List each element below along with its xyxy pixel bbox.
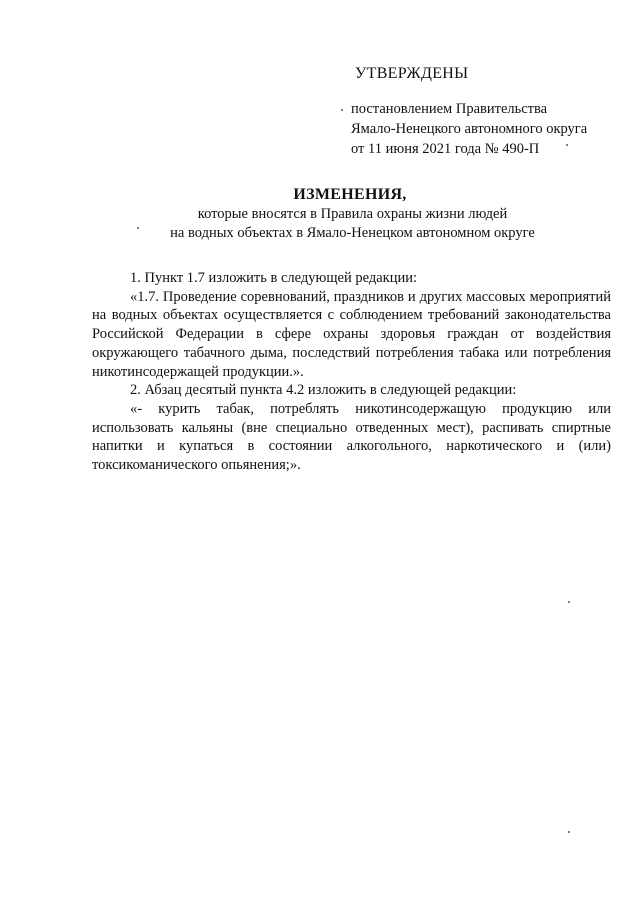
approval-block <box>341 64 601 159</box>
item-1-heading: 1. Пункт 1.7 изложить в следующей редакции: <box>130 270 418 286</box>
item-2-heading: 2. Абзац десятый пункта 4.2 изложить в следующей редакции: <box>130 382 517 399</box>
document-body <box>92 269 611 475</box>
scan-speck <box>566 144 568 146</box>
scan-speck <box>568 601 570 603</box>
scan-speck <box>137 227 139 229</box>
approval-line-1: постановлением Правительства <box>351 101 548 117</box>
approval-line-2: Ямало-Ненецкого автономного округа <box>351 121 588 137</box>
changes-title: ИЗМЕНЕНИЯ, <box>293 186 407 203</box>
changes-subtitle-line-2: на водных объектах в Ямало-Ненецком автономном округе <box>170 225 535 241</box>
changes-subtitle <box>0 205 640 243</box>
item-2-text: «- курить табак, потреблять никотинсодержащую продукцию или использовать кальяны (вне специально отведенных мест), распивать спиртные напитки и купаться в состоянии алкогольного, наркотического и (или) токсикоманического опьянения;». <box>92 400 611 474</box>
approval-details <box>351 99 601 159</box>
approval-line-3: от 11 июня 2021 года № 490-П <box>351 141 540 157</box>
item-1-text: «1.7. Проведение соревнований, праздников и других массовых мероприятий на водных объектах осуществляется с соблюдением требований законодательства Российской Федерации в сфере охраны здоровья граждан от воздействия окружающего табачного дыма, последствий потребления табака или потребления никотинсодержащей продукции.». <box>92 288 611 380</box>
scan-speck <box>568 831 570 833</box>
approval-title: УТВЕРЖДЕНЫ <box>355 65 469 82</box>
scan-speck <box>341 109 343 111</box>
changes-subtitle-line-1: которые вносятся в Правила охраны жизни людей <box>197 206 508 222</box>
